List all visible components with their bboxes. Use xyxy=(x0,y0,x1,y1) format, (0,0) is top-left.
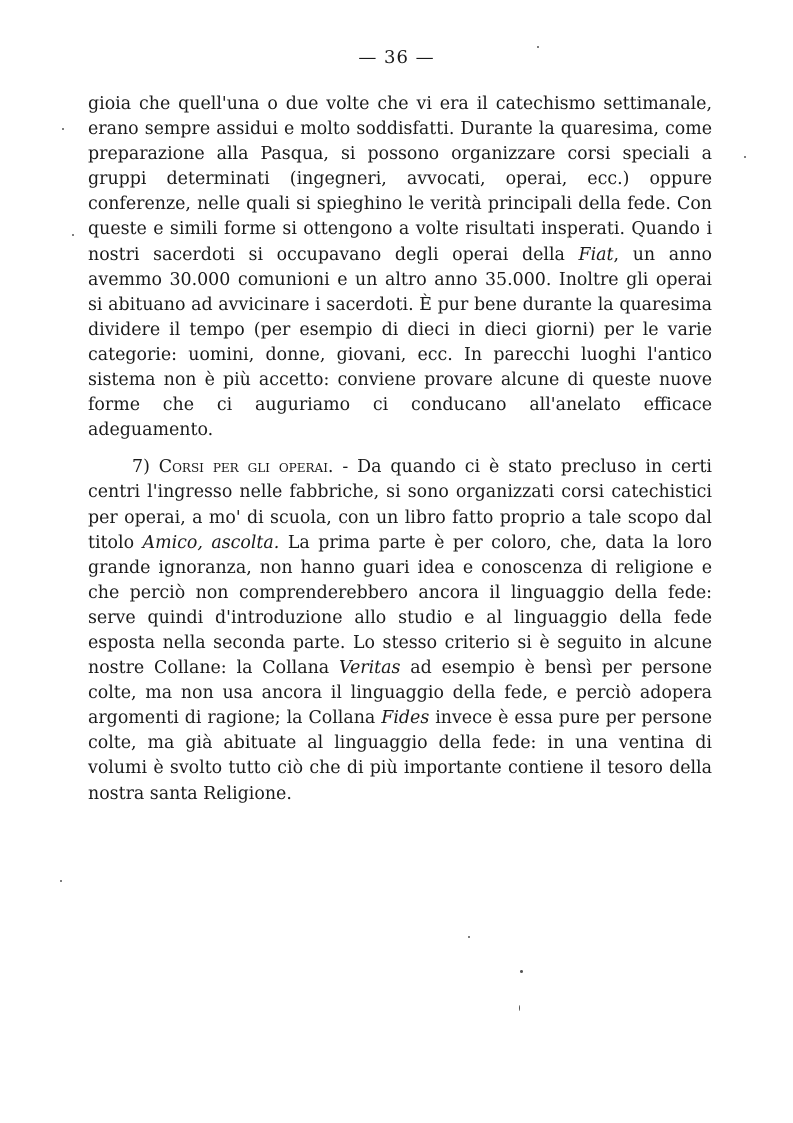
fides-italic: Fides xyxy=(381,708,430,729)
paragraph-2-text-a: - Da quando ci è stato precluso in certi centri l'ingresso nelle fabbriche, si sono organizzati corsi catechistici per operai, a mo' di scuola, con un libro fatto proprio a tale scopo dal titolo xyxy=(88,457,712,553)
section-number: 7) xyxy=(132,457,150,478)
paragraph-2-text-c: ad esempio è bensì per persone colte, ma non usa ancora il linguaggio della fede, e perciò adopera argomenti di ragione; la Collana xyxy=(88,658,712,729)
body-text xyxy=(88,92,712,807)
scan-speck xyxy=(62,128,64,130)
section-heading: Corsi per gli operai. xyxy=(158,457,334,478)
scan-speck xyxy=(72,234,74,236)
scan-speck xyxy=(520,970,523,973)
paragraph-1 xyxy=(88,92,712,443)
paragraph-2-text-d: invece è essa pure per persone colte, ma già abituate al linguaggio della fede: in una ventina di volumi è svolto tutto ciò che di più importante contiene il tesoro della nostra santa Religione. xyxy=(88,708,712,804)
paragraph-2-text-b: La prima parte è per coloro, che, data la loro grande ignoranza, non hanno guari idea e conoscenza di religione e che perciò non comprenderebbero ancora il linguaggio della fede: serve quindi d'introduzione allo studio e al linguaggio della fede esposta nella seconda parte. Lo stesso criterio si è seguito in alcune nostre Collane: la Collana xyxy=(88,532,712,679)
scan-speck xyxy=(468,936,470,938)
scan-speck xyxy=(60,880,62,882)
paragraph-1-text-b: , un anno avemmo 30.000 comunioni e un altro anno 35.000. Inoltre gli operai si abituano ad avvicinare i sacerdoti. È pur bene durante la quaresima dividere il tempo (per esempio di dieci in dieci giorni) per le varie categorie: uomini, donne, giovani, ecc. In parecchi luoghi l'antico sistema non è più accetto: conviene provare alcune di queste nuove forme che ci auguriamo ci conducano all'anelato efficace adeguamento. xyxy=(88,244,712,441)
fiat-italic: Fiat xyxy=(578,244,614,265)
paragraph-2 xyxy=(88,455,712,806)
veritas-italic: Veritas xyxy=(339,658,401,679)
paragraph-1-text-a: gioia che quell'una o due volte che vi era il catechismo settimanale, erano sempre assidui e molto soddisfatti. Durante la quaresima, come preparazione alla Pasqua, si possono organizzare corsi speciali a gruppi determinati (ingegneri, avvocati, operai, ecc.) oppure conferenze, nelle quali si spieghino le verità principali della fede. Con queste e simili forme si ottengono a volte risultati insperati. Quando i nostri sacerdoti si occupavano degli operai della xyxy=(88,94,712,265)
amico-ascolta-italic: Amico, ascolta. xyxy=(142,532,280,553)
scan-speck xyxy=(537,46,539,48)
scan-speck xyxy=(744,156,746,158)
scan-speck xyxy=(519,1005,520,1011)
page-number: — 36 — xyxy=(358,47,435,68)
